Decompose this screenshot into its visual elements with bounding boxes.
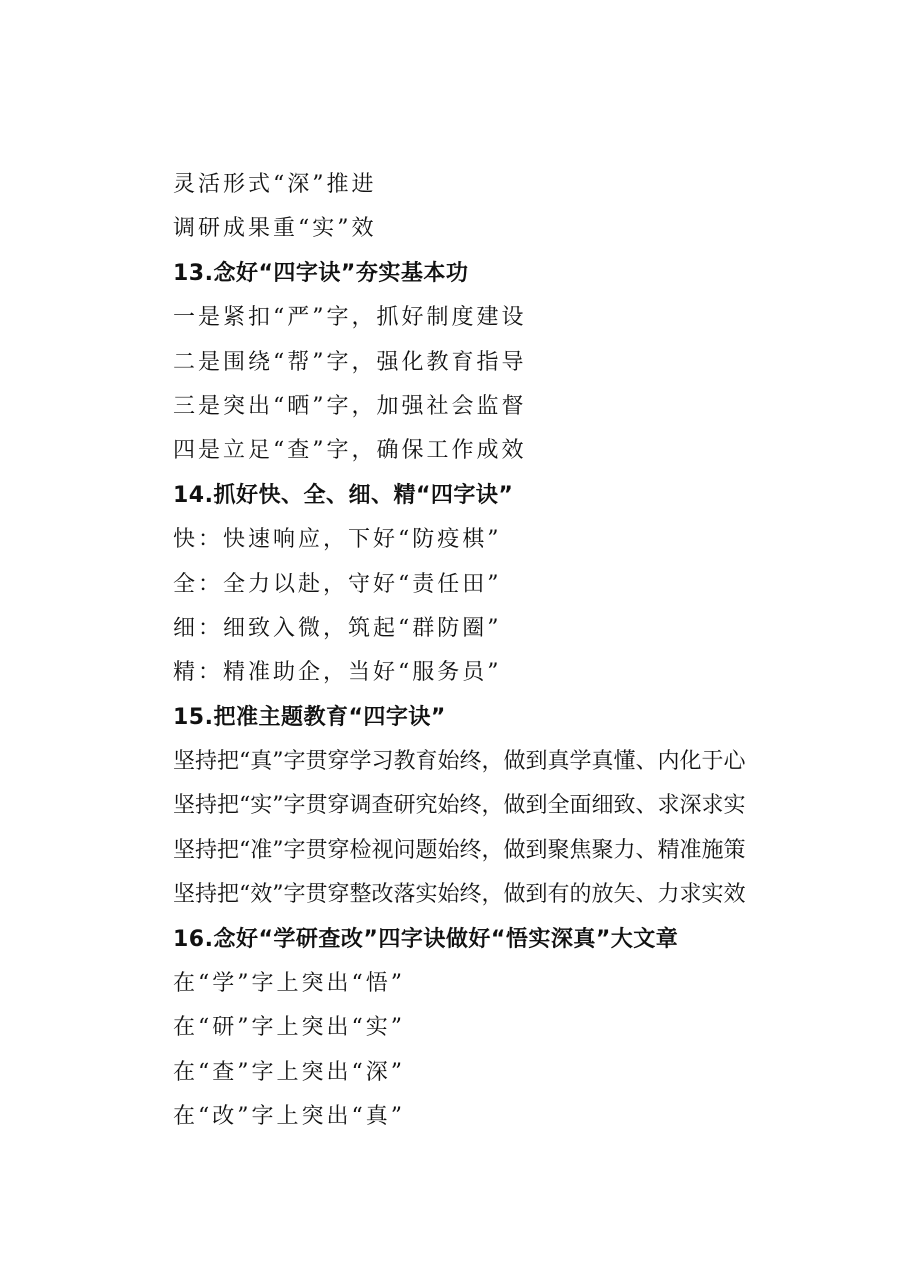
text-line: 三是突出“晒”字，加强社会监督 <box>173 393 527 419</box>
text-line: 一是紧扣“严”字，抓好制度建设 <box>173 305 527 331</box>
text-line: 快：快速响应，下好“防疫棋” <box>173 527 502 553</box>
text-line: 在“查”字上突出“深” <box>173 1059 405 1085</box>
section-heading-14: 14.抓好快、全、细、精“四字诀” <box>173 482 514 508</box>
section-heading-16: 16.念好“学研查改”四字诀做好“悟实深真”大文章 <box>173 926 679 952</box>
text-line: 四是立足“查”字，确保工作成效 <box>173 438 527 464</box>
text-line: 调研成果重“实”效 <box>173 216 377 242</box>
text-line: 在“学”字上突出“悟” <box>173 971 405 997</box>
text-line: 坚持把“实”字贯穿调查研究始终，做到全面细致、求深求实 <box>173 793 746 819</box>
text-line: 二是围绕“帮”字，强化教育指导 <box>173 349 527 375</box>
text-line: 在“改”字上突出“真” <box>173 1104 405 1130</box>
section-heading-15: 15.把准主题教育“四字诀” <box>173 704 446 730</box>
text-line: 坚持把“真”字贯穿学习教育始终，做到真学真懂、内化于心 <box>173 749 746 775</box>
text-line: 坚持把“效”字贯穿整改落实始终，做到有的放矢、力求实效 <box>173 882 746 908</box>
text-line: 全：全力以赴，守好“责任田” <box>173 571 502 597</box>
text-line: 细：细致入微，筑起“群防圈” <box>173 615 502 641</box>
text-line: 精：精准助企，当好“服务员” <box>173 660 502 686</box>
text-line: 坚持把“准”字贯穿检视问题始终，做到聚焦聚力、精准施策 <box>173 837 746 863</box>
text-line: 灵活形式“深”推进 <box>173 172 377 197</box>
section-heading-13: 13.念好“四字诀”夯实基本功 <box>173 260 469 286</box>
text-lines <box>173 163 813 1140</box>
text-line: 在“研”字上突出“实” <box>173 1015 405 1041</box>
